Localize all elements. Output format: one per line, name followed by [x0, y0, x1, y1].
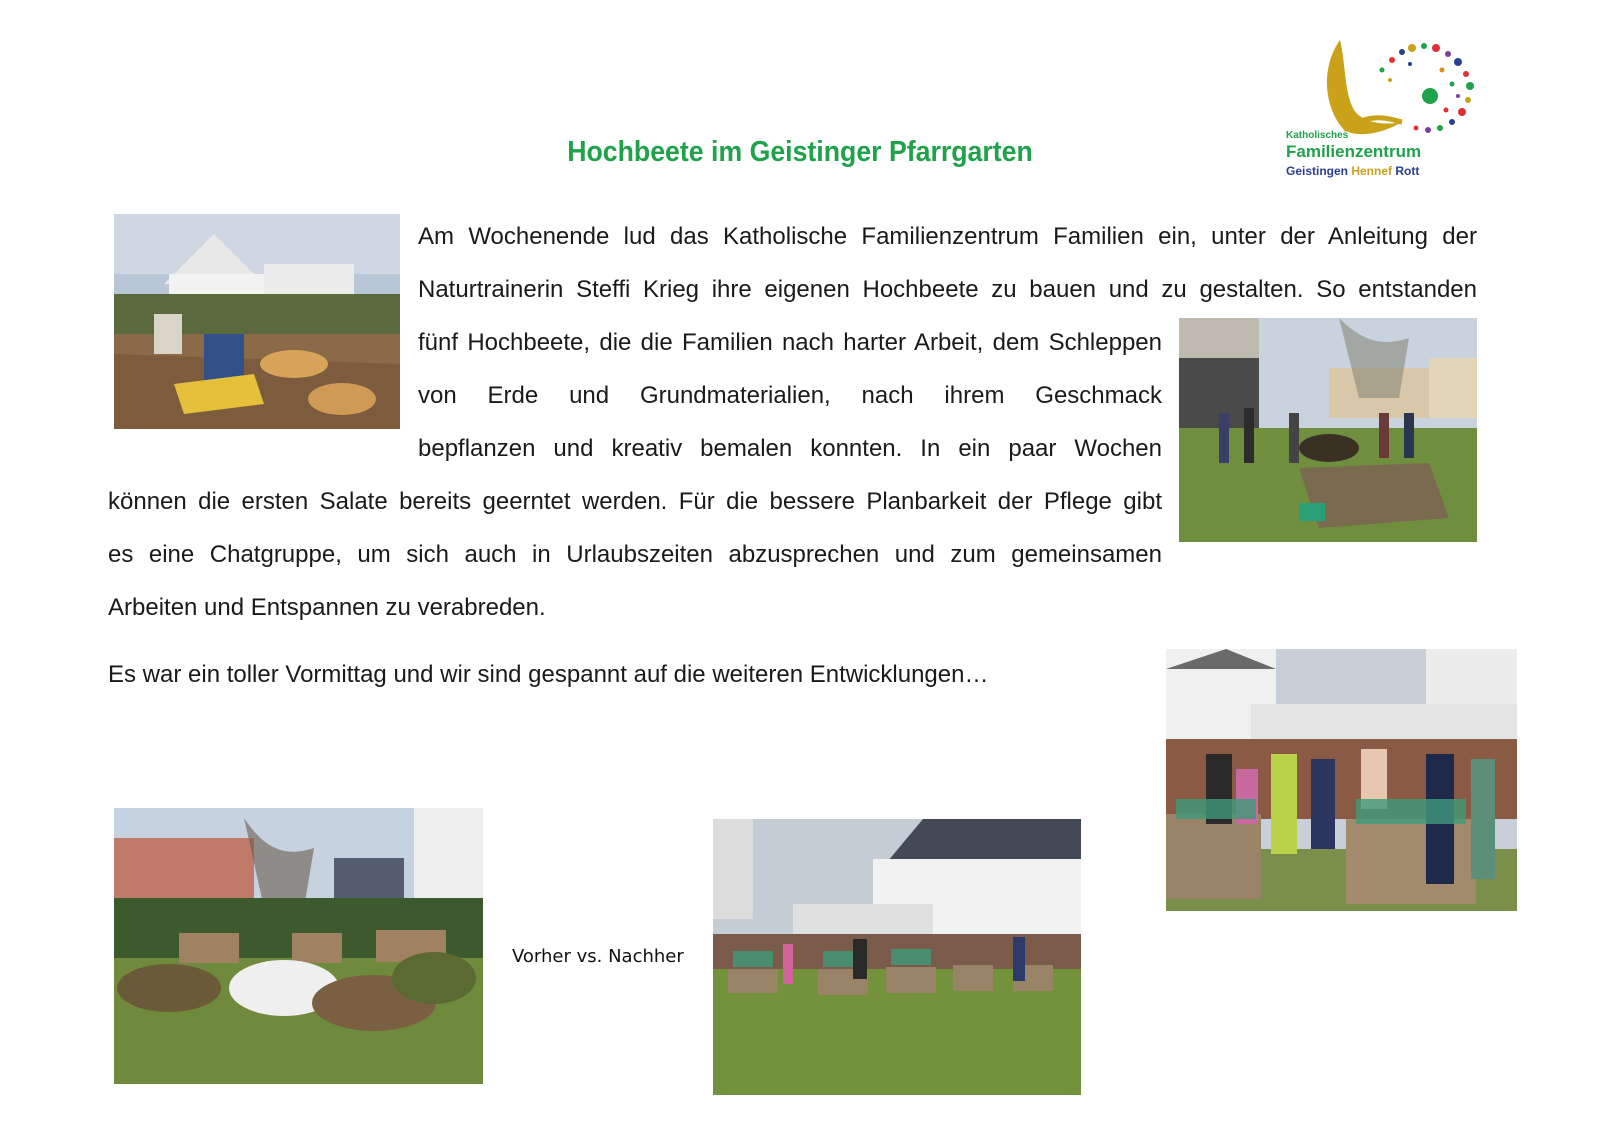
body-line-2-text: Naturtrainerin Steffi Krieg ihre eigenen Hochbeete zu bauen und zu gestalten. So entstanden	[418, 276, 1477, 303]
body-line-3	[418, 317, 1162, 370]
logo-line-3	[1286, 164, 1419, 178]
body-line-8	[108, 582, 1162, 635]
closing-sentence	[108, 649, 1108, 702]
logo-line-2: Familienzentrum	[1286, 142, 1422, 161]
logo-leaf-icon	[1282, 30, 1482, 140]
body-line-8-text: Arbeiten und Entspannen zu verabreden.	[108, 594, 546, 621]
body-line-3-text: fünf Hochbeete, die die Familien nach harter Arbeit, dem Schleppen	[418, 329, 1162, 356]
closing-sentence-text: Es war ein toller Vormittag und wir sind gespannt auf die weiteren Entwicklungen…	[108, 661, 989, 688]
body-line-1-text: Am Wochenende lud das Katholische Familienzentrum Familien ein, unter der Anleitung der	[418, 223, 1477, 250]
body-line-7	[108, 529, 1162, 582]
body-line-6-text: können die ersten Salate bereits geerntet werden. Für die bessere Planbarkeit der Pflege gibt	[108, 488, 1162, 515]
body-line-4	[418, 370, 1162, 423]
photo-group-raised-beds	[1166, 649, 1517, 911]
logo-line-3b: Hennef	[1351, 164, 1393, 178]
logo-line-3c: Rott	[1392, 164, 1420, 178]
photo-before	[114, 808, 483, 1084]
before-after-caption: Vorher vs. Nachher	[512, 946, 684, 967]
photo-after	[713, 819, 1081, 1095]
body-line-5-text: bepflanzen und kreativ bemalen konnten. In ein paar Wochen	[418, 435, 1162, 462]
photo-digging-garden	[1179, 318, 1477, 542]
photo-breakfast-table	[114, 214, 400, 429]
body-line-2	[418, 264, 1477, 317]
body-line-7-text: es eine Chatgruppe, um sich auch in Urlaubszeiten abzusprechen und zum gemeinsamen	[108, 541, 1162, 568]
body-line-5	[418, 423, 1162, 476]
page-title: Hochbeete im Geistinger Pfarrgarten	[567, 136, 1033, 168]
body-line-4-text: von Erde und Grundmaterialien, nach ihrem Geschmack	[418, 382, 1162, 409]
logo-line-1: Katholisches	[1286, 130, 1349, 141]
body-line-6	[108, 476, 1162, 529]
logo-line-3a: Geistingen	[1286, 164, 1352, 178]
body-line-1	[418, 211, 1477, 264]
familienzentrum-logo	[1282, 30, 1482, 190]
